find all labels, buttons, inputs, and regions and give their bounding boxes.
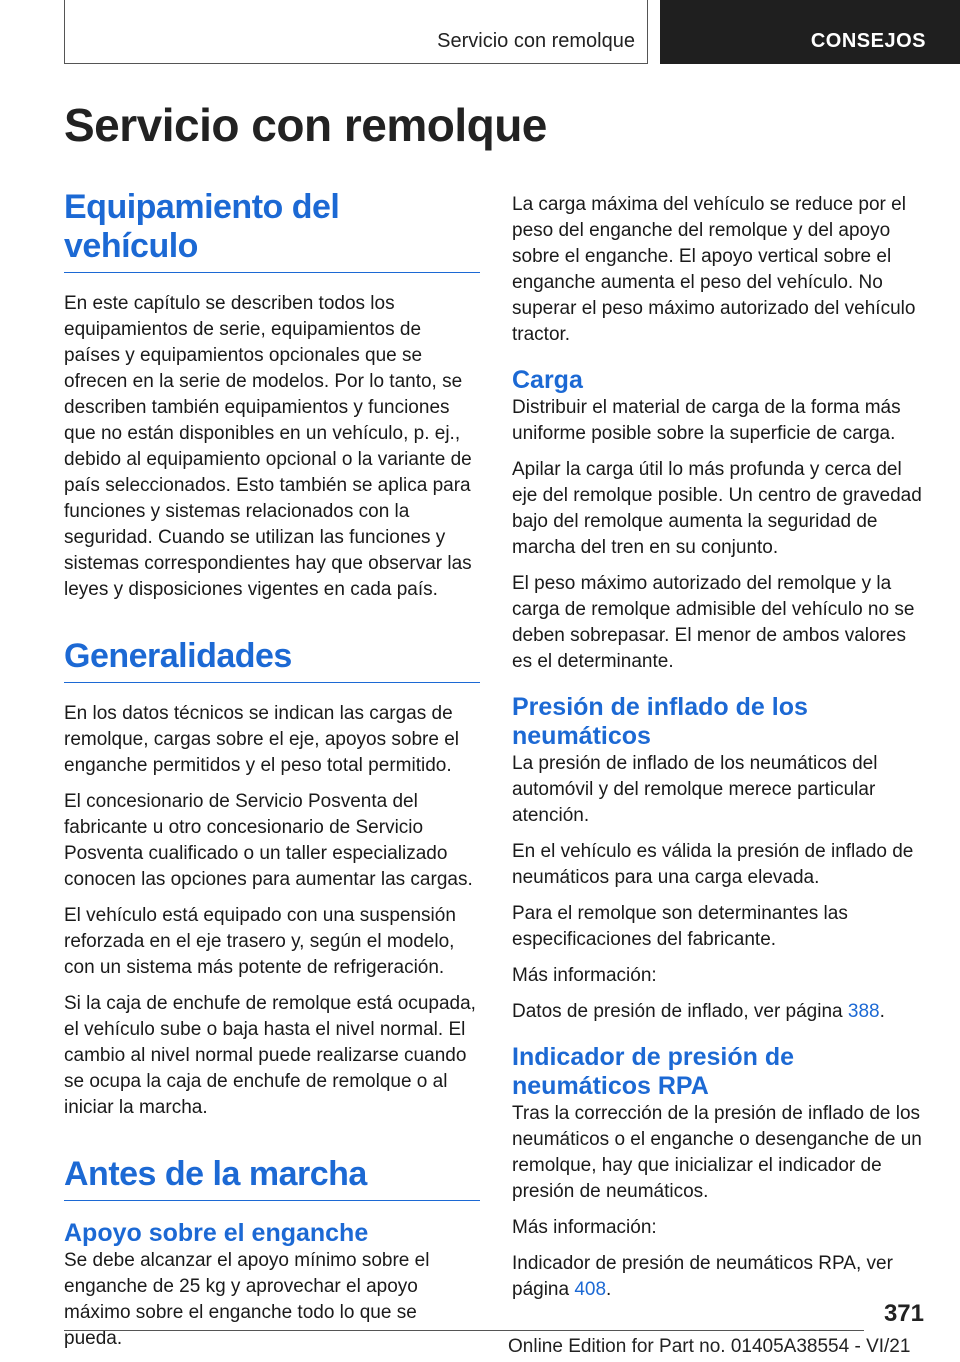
paragraph-carga-2: Apilar la carga útil lo más profunda y cerca del eje del remolque posible. Un centro de gravedad bajo del remolque aumenta la seguridad de marcha del tren en su conjunto. (512, 459, 922, 558)
left-column (64, 188, 480, 1352)
header-chapter-tab (660, 0, 960, 64)
paragraph-ref-presion (512, 999, 928, 1025)
page-link-388[interactable]: 388 (847, 1001, 880, 1022)
heading-equipamiento: Equipamiento del vehículo (64, 188, 480, 273)
paragraph-apoyo-2: La carga máxima del vehículo se reduce por el peso del enganche del remolque y del apoyo sobre el enganche. El apoyo vertical sobre el enganche aumenta el peso del vehículo. No superar el peso máximo autorizado del vehículo tractor. (512, 194, 916, 345)
paragraph-generalidades-3: El vehículo está equipado con una suspensión reforzada en el eje trasero y, según el modelo, con un sistema más potente de refrigeración. (64, 905, 456, 978)
ref-presion-text: Datos de presión de inflado, ver página (512, 1001, 848, 1022)
right-column (512, 192, 928, 1303)
page-link-408[interactable]: 408 (574, 1279, 607, 1300)
paragraph-mas-info-2: Más información: (512, 1217, 657, 1238)
paragraph-generalidades-2: El concesionario de Servicio Posventa del fabricante u otro concesionario de Servicio Posventa cualificado o un taller especializado conocen las opciones para aumentar las cargas. (64, 791, 473, 890)
paragraph-presion-2: En el vehículo es válida la presión de inflado de neumáticos para una carga elevada. (512, 841, 914, 888)
heading-generalidades: Generalidades (64, 637, 480, 683)
paragraph-ref-rpa (512, 1251, 928, 1303)
header-section-label: Servicio con remolque (437, 30, 635, 52)
footer-divider (64, 1330, 864, 1331)
header-section-tab (64, 0, 648, 64)
paragraph-mas-info-1: Más información: (512, 965, 657, 986)
ref-rpa-end: . (606, 1279, 612, 1300)
heading-apoyo: Apoyo sobre el enganche (64, 1219, 369, 1247)
header-chapter-label: CONSEJOS (810, 30, 926, 52)
footer-edition: Online Edition for Part no. 01405A38554 - VI/21 (508, 1336, 911, 1357)
heading-antes-de-la-marcha: Antes de la marcha (64, 1155, 480, 1201)
paragraph-apoyo: Se debe alcanzar el apoyo mínimo sobre el enganche de 25 kg y aprovechar el apoyo máximo sobre el enganche todo lo que se pueda. (64, 1250, 430, 1349)
paragraph-presion-3: Para el remolque son determinantes las especificaciones del fabricante. (512, 903, 848, 950)
paragraph-presion-1: La presión de inflado de los neumáticos del automóvil y del remolque merece particular atención. (512, 753, 878, 826)
paragraph-carga-3: El peso máximo autorizado del remolque y la carga de remolque admisible del vehículo no se deben sobrepasar. El menor de ambos valores es el determinante. (512, 573, 915, 672)
paragraph-equipamiento: En este capítulo se describen todos los equipamientos de serie, equipamientos de países y equipamientos opcionales que se ofrecen en la serie de modelos. Por lo tanto, se describen también equipamientos y funciones que no están disponibles en un vehículo, p. ej., debido al equipamiento opcional o la variante de país seleccionados. Esto también se aplica para funciones y sistemas relacionados con la seguridad. Cuando se utilizan las funciones y sistemas correspondientes hay que observar las leyes y disposiciones vigentes en cada país. (64, 293, 472, 600)
heading-rpa: Indicador de presión de neumáticos RPA (512, 1043, 794, 1100)
paragraph-carga-1: Distribuir el material de carga de la forma más uniforme posible sobre la superficie de carga. (512, 397, 901, 444)
paragraph-generalidades-4: Si la caja de enchufe de remolque está ocupada, el vehículo sube o baja hasta el nivel normal. El cambio al nivel normal puede realizarse cuando se ocupa la caja de enchufe de remolque o al iniciar la marcha. (64, 993, 476, 1118)
ref-rpa-text: Indicador de presión de neumáticos RPA, ver página (512, 1253, 893, 1300)
paragraph-rpa-1: Tras la corrección de la presión de inflado de los neumáticos o el enganche o desenganche de un remolque, hay que inicializar el indicador de presión de neumáticos. (512, 1103, 922, 1202)
heading-carga: Carga (512, 366, 583, 394)
paragraph-generalidades-1: En los datos técnicos se indican las cargas de remolque, cargas sobre el eje, apoyos sobre el enganche permitidos y el peso total permitido. (64, 703, 460, 776)
page-number: 371 (883, 1300, 924, 1327)
page-title: Servicio con remolque (64, 99, 547, 151)
ref-presion-end: . (879, 1001, 885, 1022)
heading-presion: Presión de inflado de los neumáticos (512, 693, 808, 750)
